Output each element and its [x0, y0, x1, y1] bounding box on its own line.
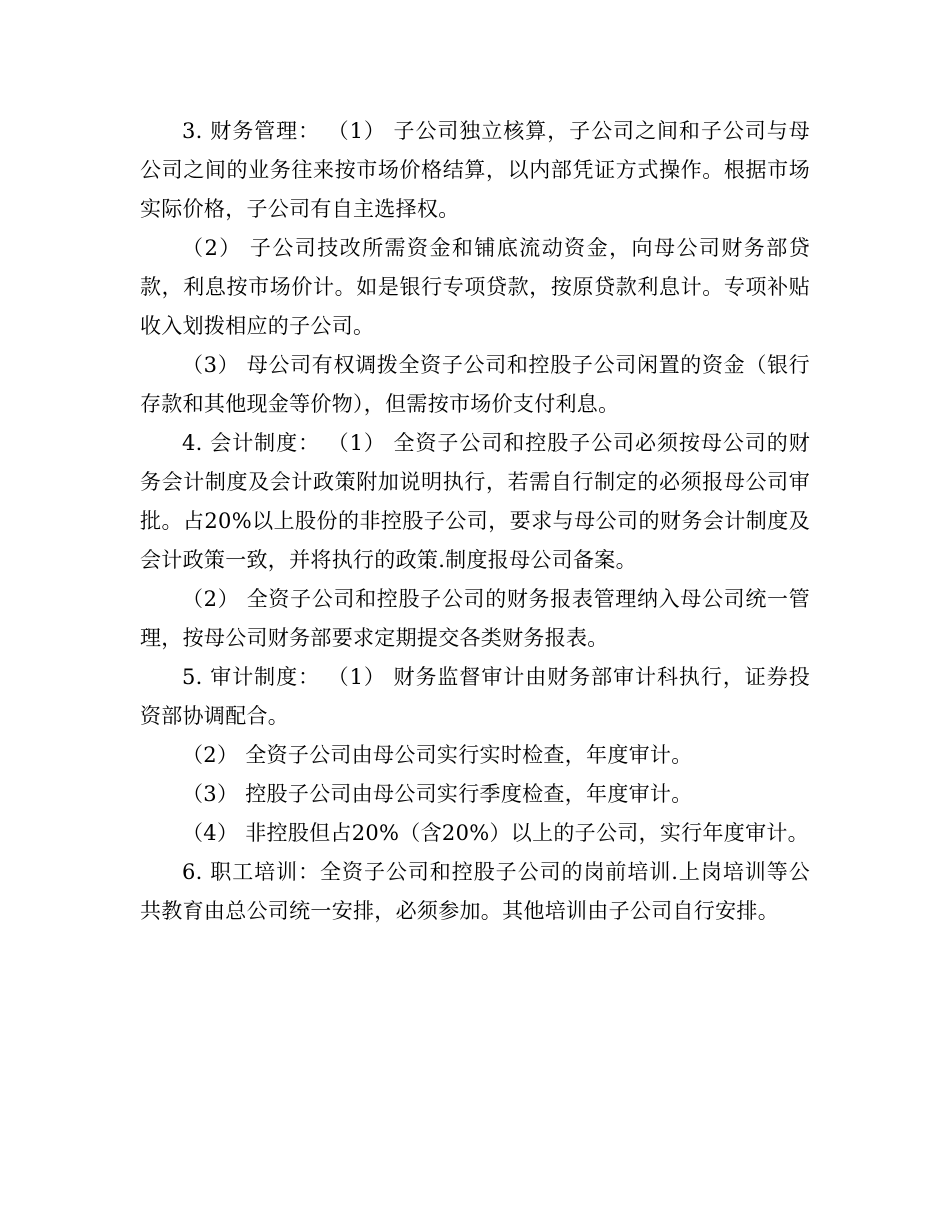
paragraph-financial-reports: （2） 全资子公司和控股子公司的财务报表管理纳入母公司统一管理，按母公司财务部要求定期提交各类财务报表。	[140, 587, 810, 650]
paragraph-audit-holding: （3） 控股子公司由母公司实行季度检查，年度审计。	[182, 782, 693, 806]
paragraph-audit-system: 5. 审计制度： （1） 财务监督审计由财务部审计科执行，证券投资部协调配合。	[140, 665, 810, 728]
paragraph-financial-loans: （2） 子公司技改所需资金和铺底流动资金，向母公司财务部贷款，利息按市场价计。如是银行专项贷款，按原贷款利息计。专项补贴收入划拨相应的子公司。	[140, 236, 810, 338]
paragraph-audit-wholly-owned: （2） 全资子公司由母公司实行实时检查，年度审计。	[182, 743, 693, 767]
paragraph-audit-non-holding: （4） 非控股但占20%（含20%）以上的子公司，实行年度审计。	[182, 821, 809, 845]
paragraph-financial-management: 3. 财务管理： （1） 子公司独立核算，子公司之间和子公司与母公司之间的业务往来按市场价格结算，以内部凭证方式操作。根据市场实际价格，子公司有自主选择权。	[140, 119, 810, 221]
paragraph-staff-training: 6. 职工培训：全资子公司和控股子公司的岗前培训.上岗培训等公共教育由总公司统一安排，必须参加。其他培训由子公司自行安排。	[140, 860, 810, 923]
paragraph-accounting-system: 4. 会计制度： （1） 全资子公司和控股子公司必须按母公司的财务会计制度及会计政策附加说明执行，若需自行制定的必须报母公司审批。占20%以上股份的非控股子公司，要求与母公司的财务会计制度及会计政策一致，并将执行的政策.制度报母公司备案。	[140, 431, 810, 572]
paragraph-fund-allocation: （3） 母公司有权调拨全资子公司和控股子公司闲置的资金（银行存款和其他现金等价物），但需按市场价支付利息。	[140, 353, 810, 416]
document-page	[140, 112, 810, 931]
